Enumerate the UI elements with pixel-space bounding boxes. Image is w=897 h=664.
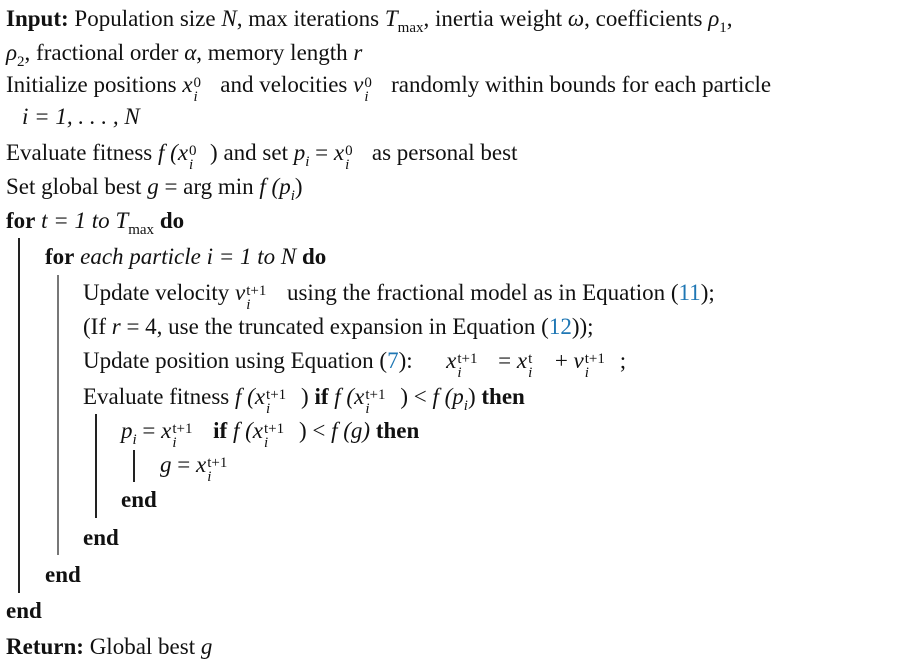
inner-if-block-line (133, 450, 135, 482)
inner-loop-block-line (57, 275, 59, 555)
truncated-expansion-line: (If r = 4, use the truncated expansion in Equation (12)); (83, 314, 594, 339)
update-personal-best-line: $p_i = x$ t+1 i if f (x t+1 i ) < f (g) then (121, 418, 420, 451)
input-label: Input: (6, 6, 69, 31)
evaluate-fitness-line: Evaluate fitness f (x t+1 i ) if f (x t+1 i ) < f $(p_i)$ then (83, 384, 525, 417)
equation-11-link[interactable]: 11 (678, 280, 701, 305)
end-outer-if: end (83, 525, 119, 550)
update-global-best-line: g = x t+1 i (160, 452, 228, 485)
update-position-line: Update position using Equation (7): x t+1 i = x t i + v t+1 i ; (83, 348, 627, 381)
initialize-range: i = 1, . . . , N (22, 104, 140, 129)
outer-loop-block-line (18, 238, 20, 593)
inner-for-line: for each particle i = 1 to N do (45, 244, 327, 269)
update-velocity-line: Update velocity v t+1 i using the fractional model as in Equation (11); (83, 280, 715, 313)
equation-12-link[interactable]: 12 (548, 314, 572, 339)
end-outer-for: end (6, 598, 42, 623)
return-line: Return: Global best g (6, 634, 213, 659)
if-block-line (95, 414, 97, 518)
global-best-line: Set global best g = arg min f $(p_i)$ (6, 174, 303, 204)
evaluate-initial-line: Evaluate fitness f (x 0 i ) and set $p_i = x$ 0 i as personal best (6, 140, 518, 173)
initialize-line: Initialize positions x 0 i and velocities v 0 i randomly within bounds for each particle (6, 72, 772, 105)
return-label: Return: (6, 634, 84, 659)
equation-7-link[interactable]: 7 (387, 348, 399, 373)
input-line-continued: $\rho_2$, fractional order α, memory length r (6, 40, 363, 70)
outer-for-line: for t = 1 to $T_{max}$ do (6, 208, 185, 238)
input-line: Input: Population size N, max iterations $T_{max}$, inertia weight ω, coefficients $\rho_1$, (6, 6, 733, 36)
end-inner-for: end (45, 562, 81, 587)
end-inner-if: end (121, 487, 157, 512)
